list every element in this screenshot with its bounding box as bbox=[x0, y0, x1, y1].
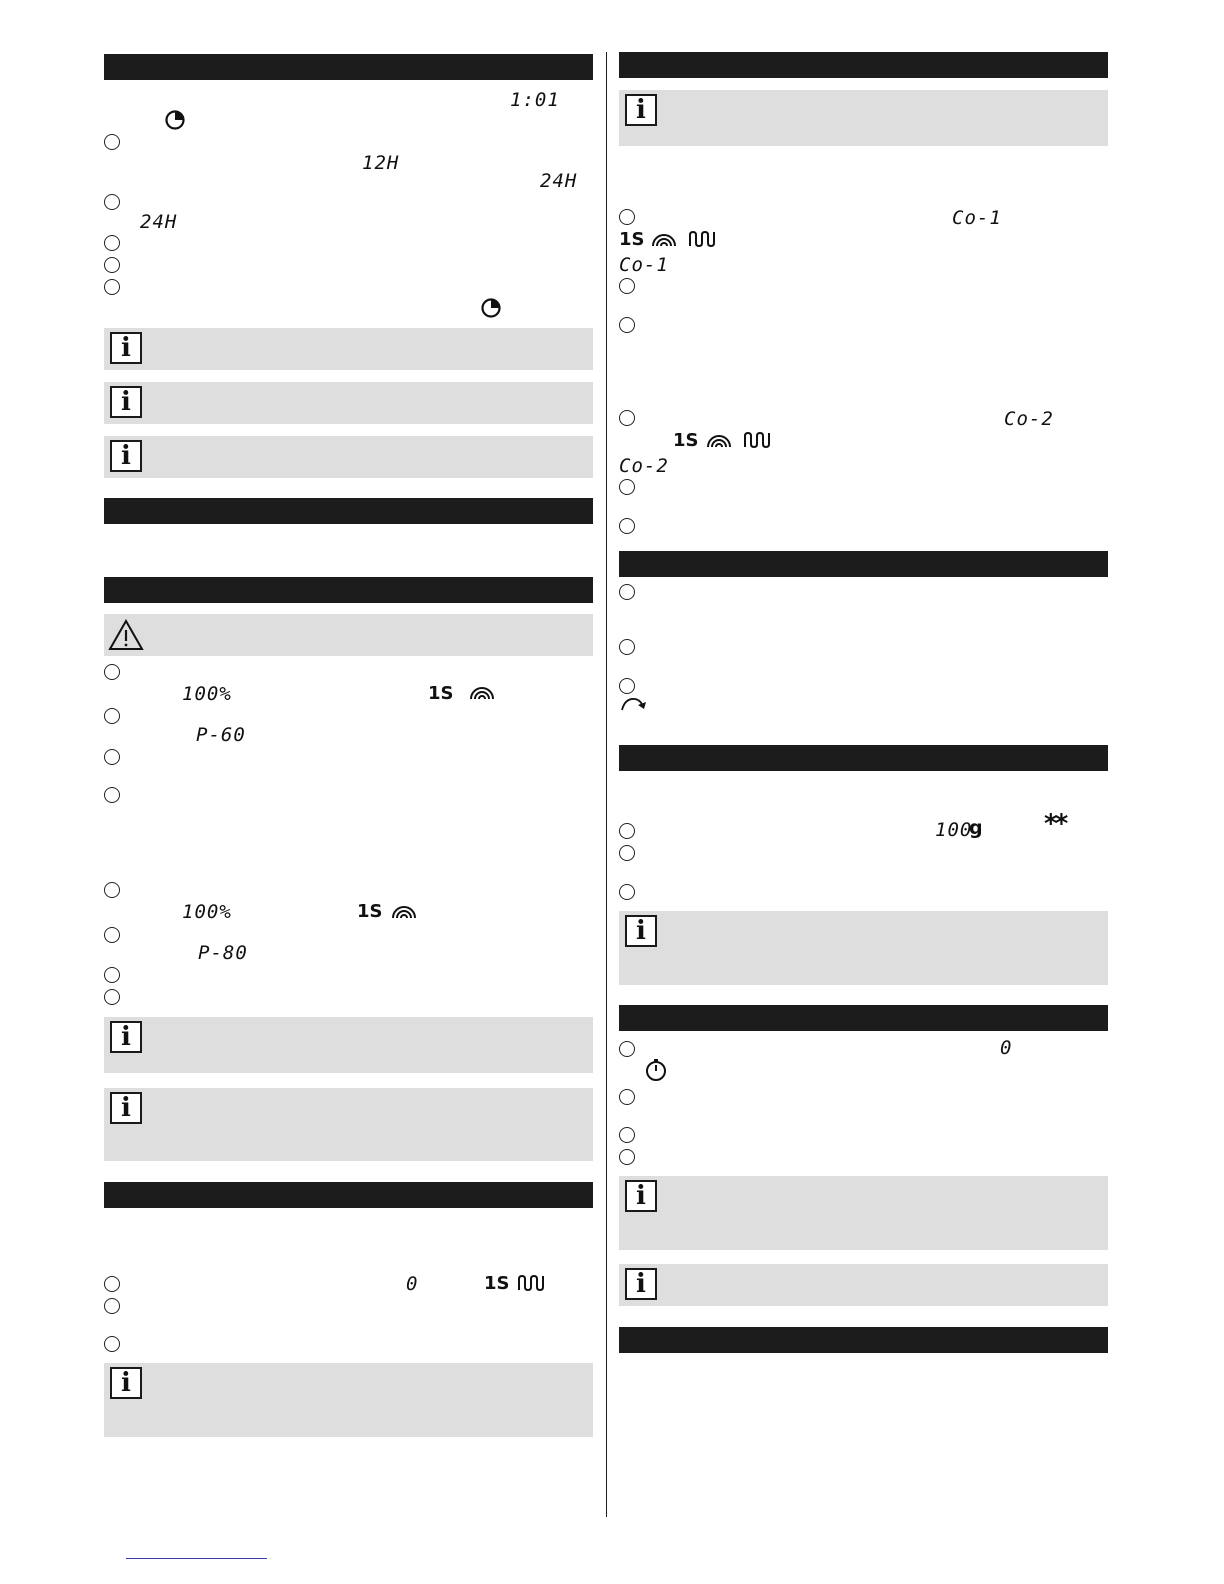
section-header-bar bbox=[619, 1005, 1108, 1031]
info-icon: i bbox=[625, 1180, 657, 1212]
one-stage-label: 1S bbox=[484, 1273, 510, 1294]
section-header-bar bbox=[619, 52, 1108, 78]
step-circle bbox=[619, 317, 635, 333]
rotate-arrow-icon bbox=[619, 694, 649, 714]
step-circle bbox=[104, 257, 120, 273]
step-circle bbox=[619, 410, 635, 426]
weight-unit-label: g bbox=[969, 817, 984, 839]
stopwatch-icon bbox=[644, 1058, 668, 1082]
info-icon: i bbox=[625, 94, 657, 126]
info-icon: i bbox=[110, 1021, 142, 1053]
step-circle bbox=[104, 1336, 120, 1352]
lcd-combi-mode: Co-1 bbox=[619, 254, 669, 276]
info-note bbox=[104, 1088, 593, 1161]
timer-icon bbox=[480, 297, 502, 319]
info-note bbox=[104, 436, 593, 478]
step-circle bbox=[104, 279, 120, 295]
warning-note bbox=[104, 614, 593, 656]
lcd-weight-display: 100 bbox=[935, 819, 973, 841]
step-circle bbox=[619, 518, 635, 534]
step-circle bbox=[104, 967, 120, 983]
grill-icon bbox=[743, 431, 771, 449]
info-note bbox=[104, 328, 593, 370]
step-circle bbox=[619, 479, 635, 495]
step-circle bbox=[619, 1041, 635, 1057]
lcd-combi-mode: Co-1 bbox=[952, 207, 1002, 229]
step-circle bbox=[104, 235, 120, 251]
step-circle bbox=[104, 749, 120, 765]
lcd-zero-display: 0 bbox=[1000, 1037, 1013, 1059]
lcd-24h-display: 24H bbox=[140, 211, 178, 233]
step-circle bbox=[104, 664, 120, 680]
step-circle bbox=[619, 584, 635, 600]
step-circle bbox=[104, 1276, 120, 1292]
info-icon: i bbox=[110, 1367, 142, 1399]
step-circle bbox=[619, 1149, 635, 1165]
info-note bbox=[104, 1017, 593, 1073]
info-note bbox=[619, 90, 1108, 146]
one-stage-label: 1S bbox=[619, 229, 645, 250]
step-circle bbox=[619, 823, 635, 839]
microwave-icon bbox=[390, 902, 418, 920]
info-icon: i bbox=[110, 440, 142, 472]
info-note bbox=[104, 382, 593, 424]
lcd-power-percent: 100% bbox=[182, 683, 232, 705]
step-circle bbox=[104, 882, 120, 898]
info-note bbox=[104, 1363, 593, 1437]
step-circle bbox=[619, 845, 635, 861]
info-note bbox=[619, 911, 1108, 985]
section-header-bar bbox=[104, 54, 593, 80]
step-circle bbox=[619, 639, 635, 655]
step-circle bbox=[104, 134, 120, 150]
info-icon: i bbox=[110, 1092, 142, 1124]
step-circle bbox=[104, 1298, 120, 1314]
lcd-12h-display: 12H bbox=[362, 152, 400, 174]
info-icon: i bbox=[110, 332, 142, 364]
info-icon: i bbox=[625, 1268, 657, 1300]
info-note bbox=[619, 1264, 1108, 1306]
microwave-icon bbox=[705, 431, 733, 449]
microwave-icon bbox=[650, 230, 678, 248]
step-circle bbox=[104, 787, 120, 803]
section-header-bar bbox=[619, 551, 1108, 577]
one-stage-label: 1S bbox=[673, 430, 699, 451]
microwave-icon bbox=[468, 683, 496, 701]
info-note bbox=[619, 1176, 1108, 1250]
one-stage-label: 1S bbox=[357, 901, 383, 922]
step-circle bbox=[104, 927, 120, 943]
lcd-zero-display: 0 bbox=[406, 1273, 419, 1295]
column-divider bbox=[606, 52, 607, 1517]
lcd-power-percent: 100% bbox=[182, 901, 232, 923]
step-circle bbox=[104, 708, 120, 724]
section-header-bar bbox=[619, 1327, 1108, 1353]
info-icon: i bbox=[110, 386, 142, 418]
step-circle bbox=[619, 1089, 635, 1105]
lcd-24h-display: 24H bbox=[540, 170, 578, 192]
section-header-bar bbox=[619, 745, 1108, 771]
footer-link-underline[interactable] bbox=[126, 1558, 267, 1559]
grill-icon bbox=[517, 1274, 545, 1292]
step-circle bbox=[619, 1127, 635, 1143]
lcd-power-level: P-80 bbox=[198, 942, 248, 964]
one-stage-label: 1S bbox=[428, 683, 454, 704]
step-circle bbox=[104, 989, 120, 1005]
lcd-power-level: P-60 bbox=[196, 724, 246, 746]
lcd-combi-mode: Co-2 bbox=[619, 455, 669, 477]
section-header-bar bbox=[104, 577, 593, 603]
defrost-snowflake-icon: ** bbox=[1044, 809, 1066, 839]
step-circle bbox=[619, 884, 635, 900]
timer-icon bbox=[164, 109, 186, 131]
lcd-combi-mode: Co-2 bbox=[1004, 408, 1054, 430]
step-circle bbox=[104, 194, 120, 210]
info-icon: i bbox=[625, 915, 657, 947]
step-circle bbox=[619, 678, 635, 694]
section-header-bar bbox=[104, 1182, 593, 1208]
grill-icon bbox=[688, 230, 716, 248]
step-circle bbox=[619, 278, 635, 294]
warning-triangle-icon bbox=[108, 618, 144, 652]
lcd-clock-display: 1:01 bbox=[510, 89, 560, 111]
step-circle bbox=[619, 209, 635, 225]
section-header-bar bbox=[104, 498, 593, 524]
